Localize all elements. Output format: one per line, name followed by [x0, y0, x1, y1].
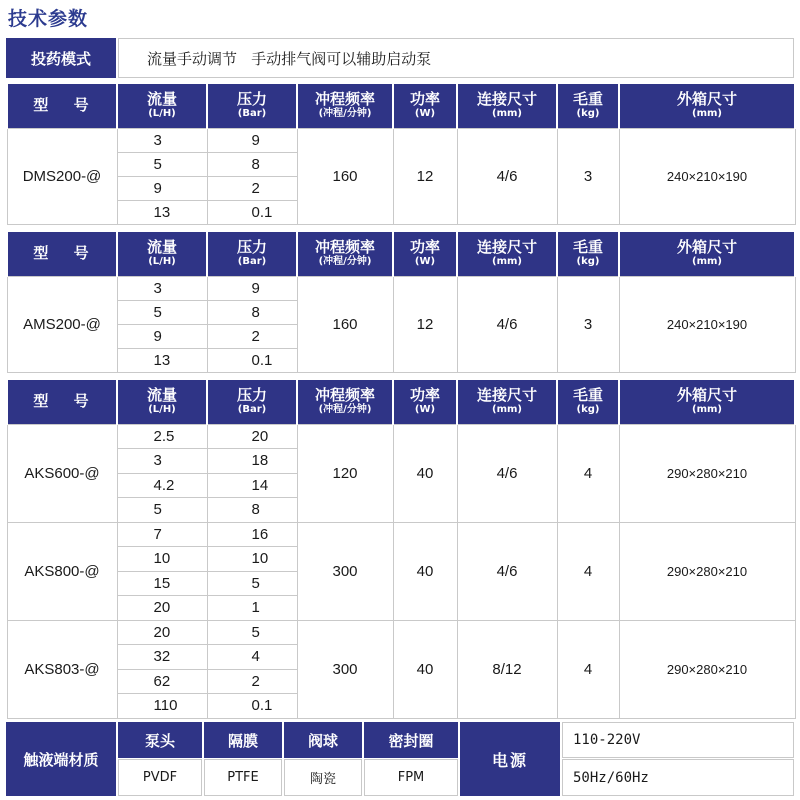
weight-value: 4 — [557, 620, 619, 718]
model-name: AMS200-@ — [7, 276, 117, 372]
material-value: PVDF — [118, 759, 202, 796]
pressure-value: 5 — [207, 571, 297, 596]
header-power — [393, 380, 457, 424]
material-part-header: 阀球 — [284, 722, 362, 758]
header-box-label: 外箱尺寸 — [676, 238, 737, 257]
header-box — [619, 380, 795, 424]
flow-value: 20 — [117, 596, 207, 621]
material-part-header: 泵头 — [118, 722, 202, 758]
pressure-value: 2 — [207, 669, 297, 694]
flow-value: 3 — [117, 276, 207, 300]
materials-label: 触液端材质 — [6, 722, 116, 796]
header-pressure-label: 压力 — [236, 238, 267, 257]
header-pressure — [207, 380, 297, 424]
table-row — [7, 620, 795, 645]
header-connection-unit: (mm) — [492, 404, 522, 416]
box-value: 290×280×210 — [619, 424, 795, 522]
pressure-value: 2 — [207, 324, 297, 348]
connection-value: 4/6 — [457, 522, 557, 620]
flow-value: 7 — [117, 522, 207, 547]
header-connection — [457, 380, 557, 424]
table-row — [7, 276, 795, 300]
pressure-value: 0.1 — [207, 348, 297, 372]
model-name: DMS200-@ — [7, 128, 117, 224]
pressure-value: 2 — [207, 176, 297, 200]
power-value: 12 — [393, 128, 457, 224]
header-box — [619, 84, 795, 128]
material-value: FPM — [364, 759, 458, 796]
flow-value: 10 — [117, 547, 207, 572]
connection-value: 4/6 — [457, 128, 557, 224]
page-title: 技术参数 — [8, 8, 89, 30]
flow-value: 5 — [117, 300, 207, 324]
header-row — [7, 84, 795, 128]
flow-value: 3 — [117, 449, 207, 474]
header-stroke-unit: (冲程/分钟) — [318, 404, 372, 416]
header-flow-unit: (L/H) — [148, 404, 176, 416]
header-box-unit: (mm) — [692, 256, 722, 268]
header-stroke — [297, 84, 393, 128]
header-pressure — [207, 232, 297, 276]
header-row — [7, 380, 795, 424]
header-weight-label: 毛重 — [572, 386, 603, 405]
box-value: 290×280×210 — [619, 620, 795, 718]
header-stroke-unit: (冲程/分钟) — [318, 256, 372, 268]
stroke-value: 120 — [297, 424, 393, 522]
flow-value: 20 — [117, 620, 207, 645]
header-model: 型 号 — [7, 380, 117, 424]
box-value: 240×210×190 — [619, 128, 795, 224]
power-supply-voltage: 110-220V — [562, 722, 794, 758]
header-box-label: 外箱尺寸 — [676, 90, 737, 109]
header-weight-unit: (kg) — [576, 404, 600, 416]
header-power — [393, 232, 457, 276]
material-value: 陶瓷 — [284, 759, 362, 796]
table-row — [7, 522, 795, 547]
header-pressure-unit: (Bar) — [237, 108, 267, 120]
header-pressure-label: 压力 — [236, 90, 267, 109]
header-power-label: 功率 — [409, 90, 440, 109]
material-part-header: 密封圈 — [364, 722, 458, 758]
weight-value: 3 — [557, 128, 619, 224]
header-stroke-unit: (冲程/分钟) — [318, 108, 372, 120]
pressure-value: 18 — [207, 449, 297, 474]
flow-value: 9 — [117, 324, 207, 348]
flow-value: 110 — [117, 694, 207, 719]
header-power-label: 功率 — [409, 386, 440, 405]
weight-value: 4 — [557, 424, 619, 522]
pressure-value: 0.1 — [207, 200, 297, 224]
header-stroke-label: 冲程频率 — [314, 386, 375, 405]
header-power-unit: (W) — [414, 256, 436, 268]
header-box-label: 外箱尺寸 — [676, 386, 737, 405]
header-stroke — [297, 380, 393, 424]
box-value: 290×280×210 — [619, 522, 795, 620]
power-value: 40 — [393, 522, 457, 620]
header-box-unit: (mm) — [692, 404, 722, 416]
material-value: PTFE — [204, 759, 282, 796]
dosing-mode-label: 投药模式 — [6, 38, 116, 78]
power-value: 40 — [393, 424, 457, 522]
flow-value: 32 — [117, 645, 207, 670]
material-part-header: 隔膜 — [204, 722, 282, 758]
header-pressure-label: 压力 — [236, 386, 267, 405]
flow-value: 3 — [117, 128, 207, 152]
flow-value: 15 — [117, 571, 207, 596]
flow-value: 5 — [117, 152, 207, 176]
header-flow — [117, 84, 207, 128]
pressure-value: 8 — [207, 300, 297, 324]
header-row — [7, 232, 795, 276]
power-supply-label: 电源 — [460, 722, 560, 796]
header-connection-unit: (mm) — [492, 108, 522, 120]
header-power-unit: (W) — [414, 404, 436, 416]
flow-value: 5 — [117, 498, 207, 523]
header-connection-label: 连接尺寸 — [476, 90, 537, 109]
model-name: AKS600-@ — [7, 424, 117, 522]
pressure-value: 10 — [207, 547, 297, 572]
pressure-value: 9 — [207, 276, 297, 300]
pressure-value: 1 — [207, 596, 297, 621]
header-power-label: 功率 — [409, 238, 440, 257]
pressure-value: 4 — [207, 645, 297, 670]
table-row — [7, 424, 795, 449]
dosing-mode-row — [6, 38, 794, 78]
pressure-value: 5 — [207, 620, 297, 645]
header-weight-label: 毛重 — [572, 238, 603, 257]
connection-value: 8/12 — [457, 620, 557, 718]
header-weight — [557, 84, 619, 128]
pressure-value: 8 — [207, 498, 297, 523]
stroke-value: 300 — [297, 522, 393, 620]
power-value: 12 — [393, 276, 457, 372]
header-stroke — [297, 232, 393, 276]
header-connection-label: 连接尺寸 — [476, 238, 537, 257]
pressure-value: 0.1 — [207, 694, 297, 719]
header-box-unit: (mm) — [692, 108, 722, 120]
pressure-value: 16 — [207, 522, 297, 547]
header-flow — [117, 380, 207, 424]
flow-value: 13 — [117, 200, 207, 224]
connection-value: 4/6 — [457, 424, 557, 522]
spec-group-3 — [6, 380, 794, 719]
header-weight-unit: (kg) — [576, 108, 600, 120]
stroke-value: 160 — [297, 276, 393, 372]
stroke-value: 300 — [297, 620, 393, 718]
pressure-value: 20 — [207, 424, 297, 449]
header-connection-label: 连接尺寸 — [476, 386, 537, 405]
pressure-value: 14 — [207, 473, 297, 498]
weight-value: 3 — [557, 276, 619, 372]
header-stroke-label: 冲程频率 — [314, 90, 375, 109]
header-stroke-label: 冲程频率 — [314, 238, 375, 257]
header-model: 型 号 — [7, 232, 117, 276]
header-flow-label: 流量 — [146, 238, 177, 257]
flow-value: 62 — [117, 669, 207, 694]
weight-value: 4 — [557, 522, 619, 620]
flow-value: 9 — [117, 176, 207, 200]
header-flow-unit: (L/H) — [148, 256, 176, 268]
flow-value: 2.5 — [117, 424, 207, 449]
pressure-value: 8 — [207, 152, 297, 176]
power-value: 40 — [393, 620, 457, 718]
materials-section — [6, 722, 794, 796]
header-power — [393, 84, 457, 128]
header-power-unit: (W) — [414, 108, 436, 120]
header-weight — [557, 232, 619, 276]
header-connection-unit: (mm) — [492, 256, 522, 268]
flow-value: 13 — [117, 348, 207, 372]
header-flow-label: 流量 — [146, 386, 177, 405]
header-weight-unit: (kg) — [576, 256, 600, 268]
table-row — [7, 128, 795, 152]
header-connection — [457, 84, 557, 128]
model-name: AKS800-@ — [7, 522, 117, 620]
header-flow-unit: (L/H) — [148, 108, 176, 120]
header-pressure — [207, 84, 297, 128]
header-weight-label: 毛重 — [572, 90, 603, 109]
spec-group-2 — [6, 232, 794, 373]
connection-value: 4/6 — [457, 276, 557, 372]
model-name: AKS803-@ — [7, 620, 117, 718]
spec-group-1 — [6, 84, 794, 225]
box-value: 240×210×190 — [619, 276, 795, 372]
dosing-mode-value: 流量手动调节 手动排气阀可以辅助启动泵 — [118, 38, 794, 78]
flow-value: 4.2 — [117, 473, 207, 498]
pressure-value: 9 — [207, 128, 297, 152]
power-supply-frequency: 50Hz/60Hz — [562, 759, 794, 796]
stroke-value: 160 — [297, 128, 393, 224]
header-pressure-unit: (Bar) — [237, 256, 267, 268]
header-weight — [557, 380, 619, 424]
header-flow-label: 流量 — [146, 90, 177, 109]
header-pressure-unit: (Bar) — [237, 404, 267, 416]
header-model: 型 号 — [7, 84, 117, 128]
header-connection — [457, 232, 557, 276]
header-flow — [117, 232, 207, 276]
header-box — [619, 232, 795, 276]
